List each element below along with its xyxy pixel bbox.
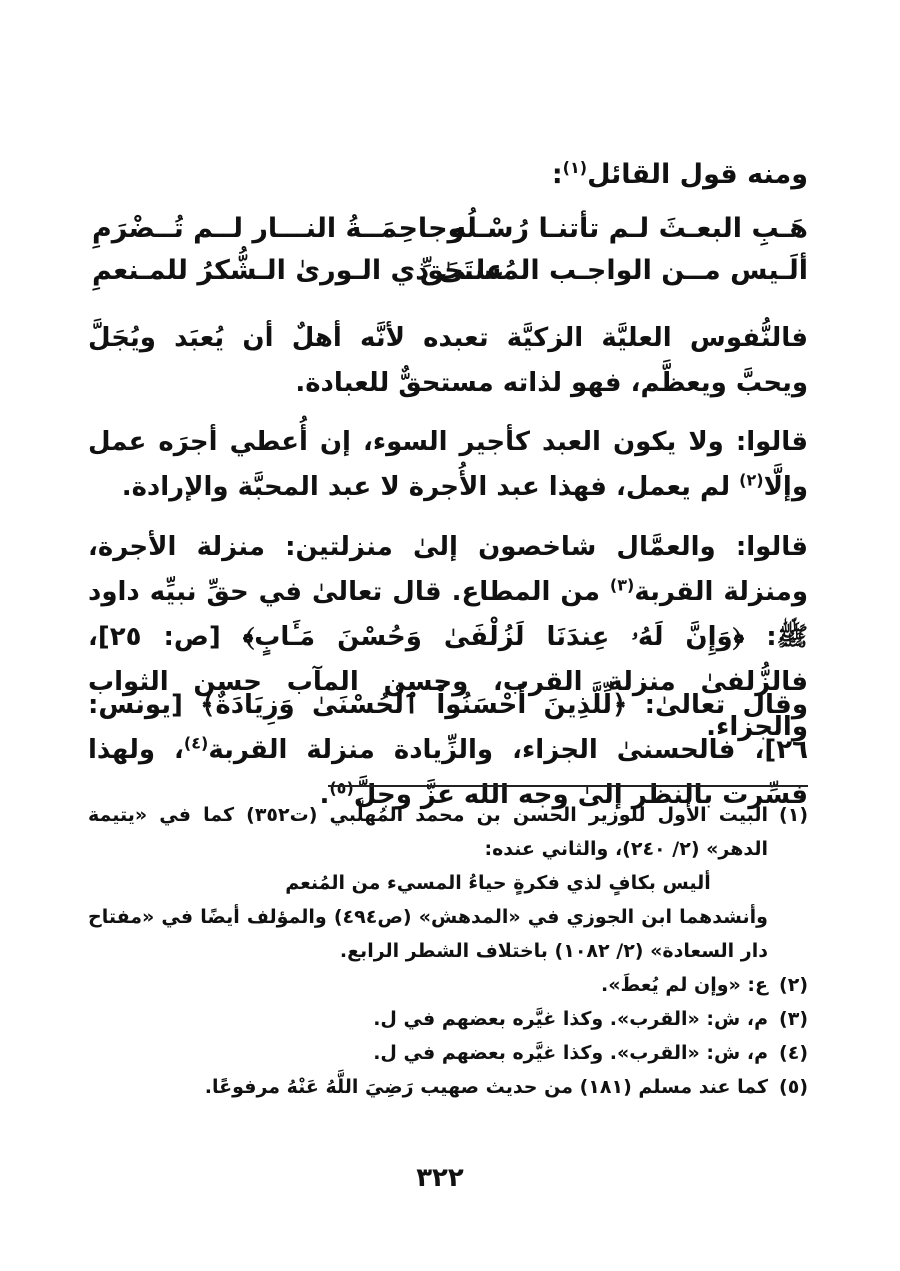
- footnote-divider: [328, 785, 808, 787]
- intro-text: ومنه قول القائل: [587, 159, 808, 190]
- footnote: [88, 968, 808, 1002]
- footnote-number: (٤): [779, 1042, 808, 1064]
- paragraph-text: [يونس: ٢٦]، فالحسنىٰ الجزاء، والزِّيادة منزلة القربة: [88, 690, 808, 765]
- footnote-ref[interactable]: (٤): [183, 733, 209, 753]
- page-number: ٣٢٢: [416, 1163, 464, 1193]
- poem-hemistich-first: هَـبِ البعـثَ لـم تأتنـا رُسْـلُه: [450, 213, 808, 244]
- paragraph-text: لم يعمل، فهذا عبد الأُجرة لا عبد المحبَّة والإرادة.: [121, 472, 740, 502]
- footnote-number: (٣): [779, 1008, 808, 1030]
- paragraph: [88, 420, 808, 510]
- footnote-text: م، ش: «القرب». وكذا غيَّره بعضهم في ل.: [373, 1042, 768, 1064]
- footnote: [88, 1036, 808, 1070]
- footnote-text: كما عند مسلم (١٨١) من حديث صهيب رَضِيَ اللَّهُ عَنْهُ مرفوعًا.: [204, 1076, 768, 1098]
- footnote-number: (٥): [779, 1076, 808, 1098]
- poem-verse: [92, 213, 808, 257]
- footnote: [88, 1002, 808, 1036]
- poem-verse: [92, 255, 808, 299]
- intro-line: [88, 155, 808, 195]
- footnote-number: (١): [779, 804, 808, 826]
- poem-hemistich-first: ألَـيس مــن الواجـب المُستَحَقِّ: [419, 255, 808, 286]
- paragraph-text: قالوا: والعمَّال شاخصون إلىٰ منزلتين: منزلة الأجرة، ومنزلة القربة: [88, 532, 808, 607]
- paragraph-text: ، ولهذا فسِّرت بالنظر إلىٰ وجه الله عزَّ وجلَّ: [88, 735, 808, 810]
- footnote: [88, 798, 808, 968]
- footnote-ref[interactable]: (٥): [329, 778, 354, 798]
- paragraph-text: وقال تعالىٰ:: [627, 690, 808, 720]
- poem-hemistich-second: وجاحِمَــةُ النـــار لــم تُــضْرَمِ: [92, 213, 465, 244]
- footnote-text: البيت الأول للوزير الحسن بن محمد المُهلَّبي (ت٣٥٢) كما في «يتيمة الدهر» (٢/ ٢٤٠)، والثاني عنده:: [88, 804, 768, 860]
- paragraph-text: [ص: ٢٥]، فالزُّلفىٰ منزلة القرب، وحسن المآب حسن الثواب والجزاء.: [88, 622, 808, 742]
- quran-verse: ﴿وَإِنَّ لَهُۥ عِندَنَا لَزُلْفَىٰ وَحُسْنَ مَـَٔابٍ﴾: [242, 622, 745, 652]
- paragraph-text: قالوا: ولا يكون العبد كأجير السوء، إن أُعطي أجرَه عمل وإلَّا: [88, 427, 808, 502]
- intro-colon: :: [551, 159, 563, 190]
- paragraph-text: فالنُّفوس العليَّة الزكيَّة تعبده لأنَّه أهلٌ أن يُعبَد ويُجَلَّ ويحبَّ ويعظَّم، فهو لذاته مستحقٌّ للعبادة.: [88, 323, 808, 398]
- footnote-text: ع: «وإن لم يُعطَ».: [601, 974, 768, 996]
- footnote-text: وأنشدهما ابن الجوزي في «المدهش» (ص٤٩٤) والمؤلف أيضًا في «مفتاح دار السعادة» (٢/ ١٠٨٢) باختلاف الشطر الرابع.: [88, 906, 768, 962]
- footnote-ref[interactable]: (٢): [739, 470, 764, 490]
- paragraph: [88, 316, 808, 406]
- footnote-ref[interactable]: (٣): [609, 575, 635, 595]
- paragraph-text: .: [319, 780, 330, 810]
- footnotes: [88, 798, 808, 1104]
- quran-verse: ﴿لِّلَّذِينَ أَحْسَنُواْ ٱلْحُسْنَىٰ وَزِيَادَةٌ﴾: [200, 690, 628, 720]
- poem-hemistich-second: علـىٰ ذي الـورىٰ الـشُّكرُ للمـنعمِ: [92, 255, 505, 286]
- footnote: [88, 1070, 808, 1104]
- footnote-number: (٢): [779, 974, 808, 996]
- footnote-ref[interactable]: (١): [562, 158, 588, 177]
- footnote-text: م، ش: «القرب». وكذا غيَّره بعضهم في ل.: [373, 1008, 768, 1030]
- paragraph-text: من المطاع. قال تعالىٰ في حقِّ نبيِّه داود ﷺ:: [88, 577, 809, 652]
- footnote-poem: أليس بكافٍ لذي فكرةٍ حياءُ المسيء من المُنعم: [285, 872, 711, 894]
